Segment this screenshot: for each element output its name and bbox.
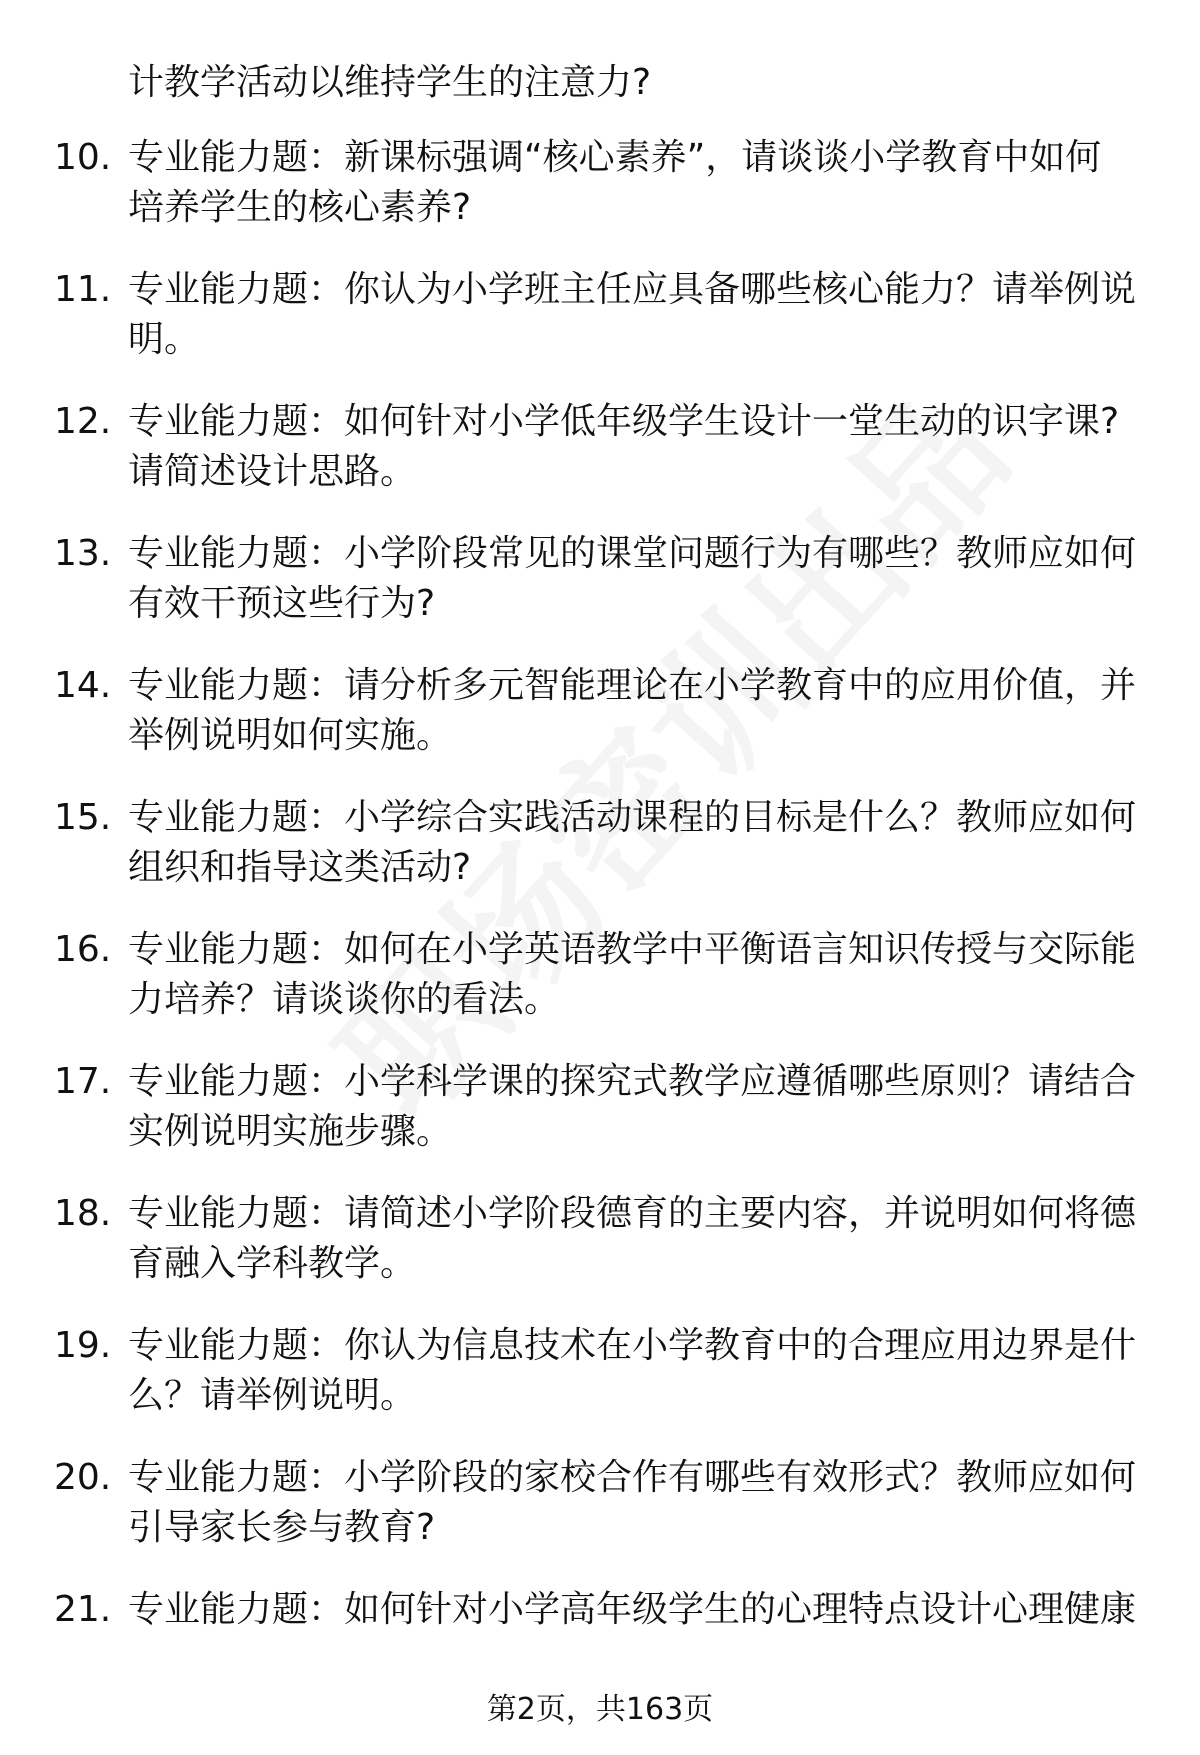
question-number: 20. (54, 1457, 112, 1498)
question-text-line1: 专业能力题：你认为小学班主任应具备哪些核心能力？请举例说 (128, 269, 1137, 310)
question-item (0, 925, 1200, 1045)
question-item (0, 133, 1200, 253)
question-text-line1: 专业能力题：新课标强调“核心素养”，请谈谈小学教育中如何 (128, 137, 1102, 178)
question-number: 16. (54, 929, 112, 970)
question-number: 17. (54, 1061, 112, 1102)
question-text-line2: 引导家长参与教育? (128, 1507, 436, 1548)
question-text-line1: 专业能力题：如何在小学英语教学中平衡语言知识传授与交际能 (128, 929, 1137, 970)
question-text-line2: 么？请举例说明。 (128, 1375, 417, 1416)
question-number: 11. (54, 269, 112, 310)
question-text-line1: 专业能力题：小学阶段常见的课堂问题行为有哪些？教师应如何 (128, 533, 1137, 574)
question-text-line2: 育融入学科教学。 (128, 1243, 417, 1284)
question-text-line2: 举例说明如何实施。 (128, 715, 453, 756)
question-number: 10. (54, 137, 112, 178)
question-text-line2: 有效干预这些行为? (128, 583, 436, 624)
page-footer: 第2页，共163页 (486, 1692, 714, 1727)
question-text-line1: 专业能力题：小学阶段的家校合作有哪些有效形式？教师应如何 (128, 1457, 1137, 1498)
question-text-line1: 专业能力题：小学科学课的探究式教学应遵循哪些原则？请结合 (128, 1061, 1137, 1102)
question-text-line1: 专业能力题：小学综合实践活动课程的目标是什么？教师应如何 (128, 797, 1137, 838)
question-text-line2: 请简述设计思路。 (128, 451, 417, 492)
question-text-line2: 组织和指导这类活动? (128, 847, 472, 888)
continuation-text: 计教学活动以维持学生的注意力? (128, 62, 652, 103)
question-item (0, 397, 1200, 517)
question-item (0, 1321, 1200, 1441)
question-number: 13. (54, 533, 112, 574)
question-item (0, 661, 1200, 781)
question-text-line2: 力培养？请谈谈你的看法。 (128, 979, 561, 1020)
question-number: 21. (54, 1589, 112, 1630)
question-text-line1: 专业能力题：请分析多元智能理论在小学教育中的应用价值，并 (128, 665, 1137, 706)
question-text-line1: 专业能力题：你认为信息技术在小学教育中的合理应用边界是什 (128, 1325, 1137, 1366)
question-text-line1: 专业能力题：如何针对小学高年级学生的心理特点设计心理健康 (128, 1589, 1137, 1630)
question-item (0, 793, 1200, 913)
question-item (0, 1453, 1200, 1573)
question-text-line2: 培养学生的核心素养? (128, 187, 472, 228)
question-text-line1: 专业能力题：如何针对小学低年级学生设计一堂生动的识字课? (128, 401, 1120, 442)
question-item (0, 265, 1200, 385)
question-number: 12. (54, 401, 112, 442)
question-number: 19. (54, 1325, 112, 1366)
question-item (0, 1585, 1200, 1705)
question-item (0, 1057, 1200, 1177)
question-text-line1: 专业能力题：请简述小学阶段德育的主要内容，并说明如何将德 (128, 1193, 1137, 1234)
question-text-line2: 明。 (128, 319, 201, 360)
question-number: 14. (54, 665, 112, 706)
question-item (0, 1189, 1200, 1309)
question-number: 18. (54, 1193, 112, 1234)
question-text-line2: 实例说明实施步骤。 (128, 1111, 453, 1152)
question-item (0, 529, 1200, 649)
question-number: 15. (54, 797, 112, 838)
